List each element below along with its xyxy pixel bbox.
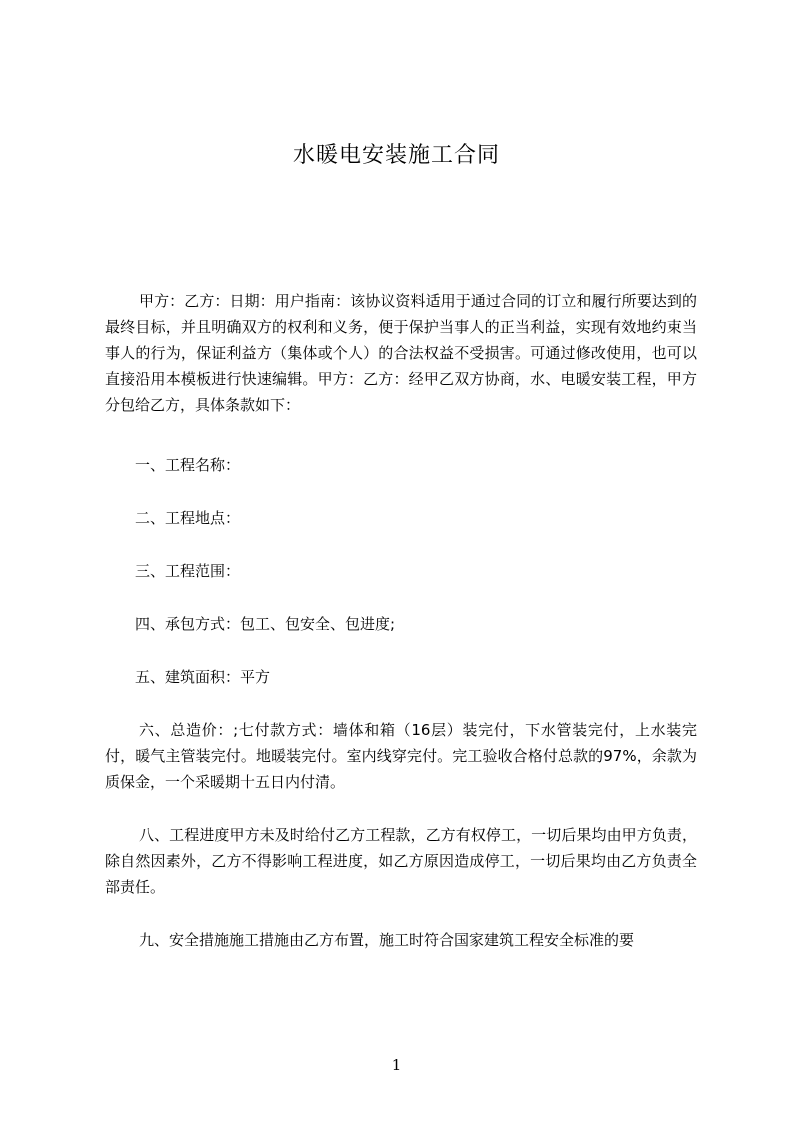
document-body xyxy=(105,288,697,953)
clause-project-name: 一、工程名称： xyxy=(135,456,241,474)
page-number: 1 xyxy=(391,1056,402,1074)
clause-building-area: 五、建筑面积：平方 xyxy=(135,668,271,686)
clause-total-price-payment: 六、总造价：;七付款方式：墙体和箱（16层）装完付，下水管装完付，上水装完付，暖气主管装完付。地暖装完付。室内线穿完付。完工验收合格付总款的97%，余款为质保金，一个采暖期十五日内付清。 xyxy=(105,721,697,791)
clause-project-location: 二、工程地点： xyxy=(135,509,241,527)
document-title: 水暖电安装施工合同 xyxy=(292,143,500,168)
clause-project-progress: 八、工程进度甲方未及时给付乙方工程款，乙方有权停工，一切后果均由甲方负责，除自然因素外，乙方不得影响工程进度，如乙方原因造成停工，一切后果均由乙方负责全部责任。 xyxy=(105,826,697,896)
intro-paragraph: 甲方：乙方：日期：用户指南：该协议资料适用于通过合同的订立和履行所要达到的最终目标，并且明确双方的权利和义务，便于保护当事人的正当利益，实现有效地约束当事人的行为，保证利益方（集体或个人）的合法权益不受损害。可通过修改使用，也可以直接沿用本模板进行快速编辑。甲方：乙方：经甲乙双方协商，水、电暖安装工程，甲方分包给乙方，具体条款如下： xyxy=(105,292,697,414)
clause-contract-method: 四、承包方式：包工、包安全、包进度; xyxy=(135,615,396,633)
clause-safety-measures: 九、安全措施施工措施由乙方布置，施工时符合国家建筑工程安全标准的要 xyxy=(139,931,635,949)
clause-project-scope: 三、工程范围： xyxy=(135,562,241,580)
